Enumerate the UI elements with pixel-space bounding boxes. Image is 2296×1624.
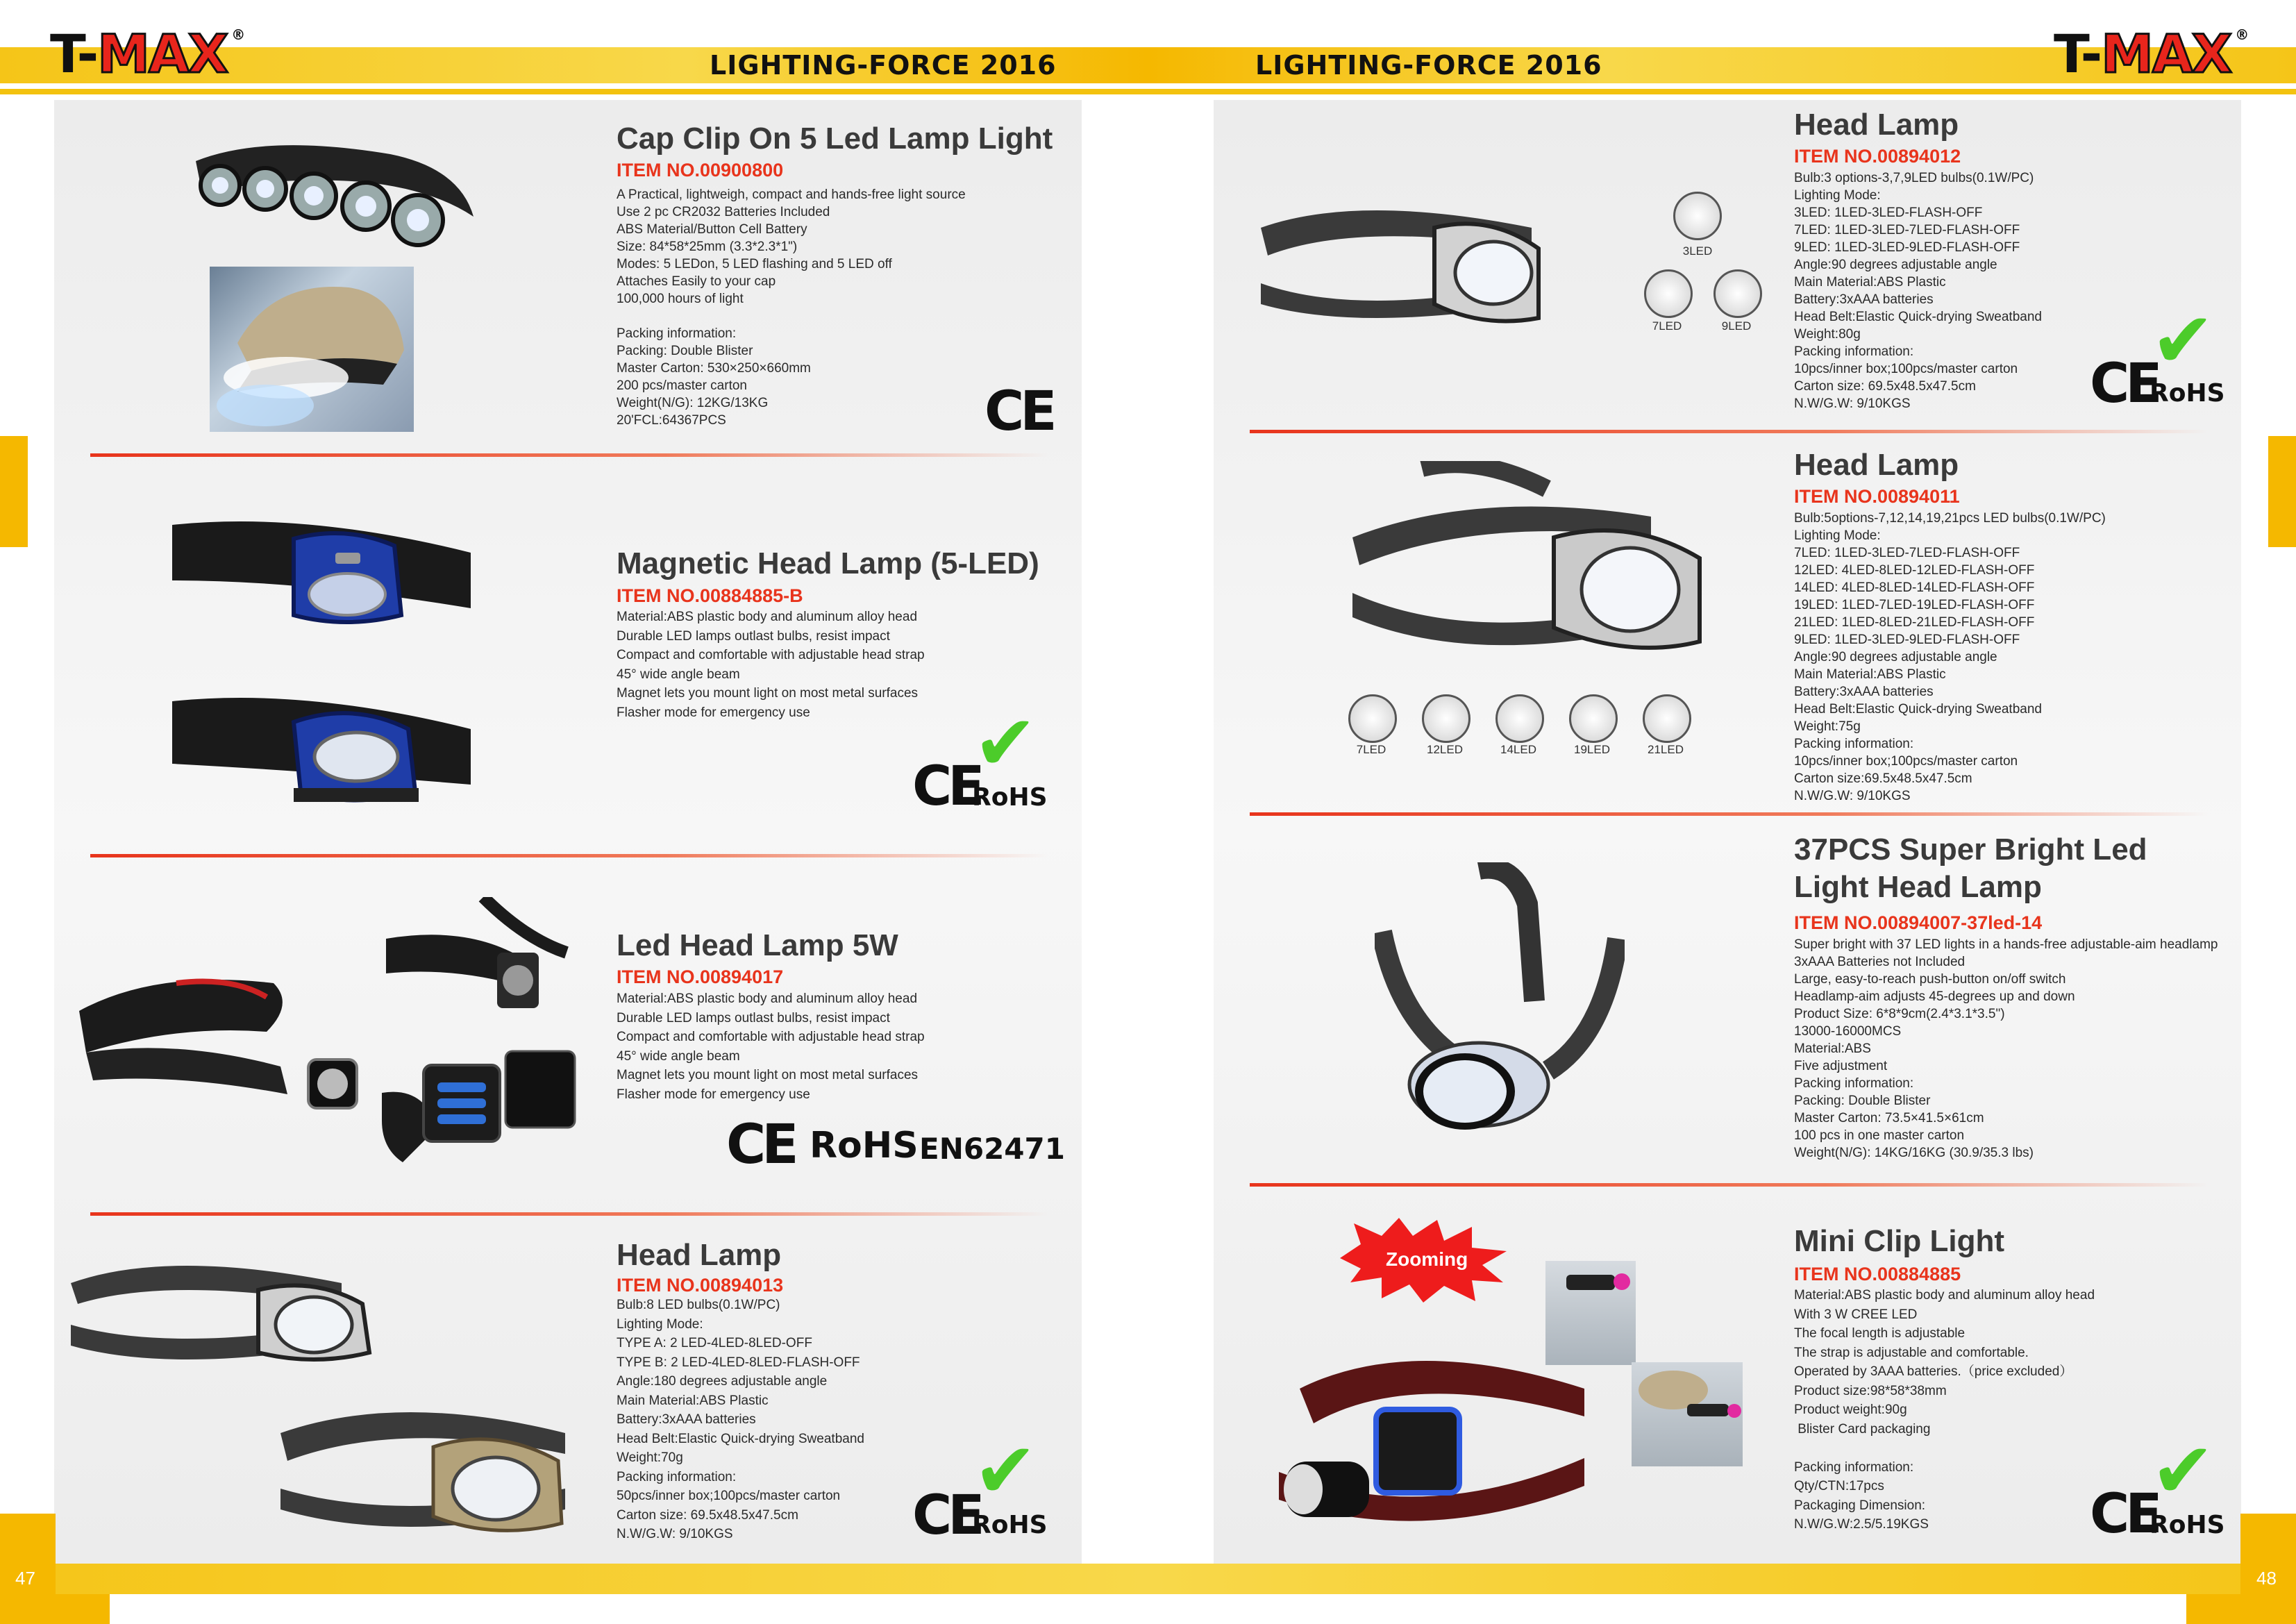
ce-mark: CE [2090,1483,2159,1546]
brand-text: MAX [97,23,228,85]
brand-logo-left: T-MAX ® [50,23,244,85]
rohs-mark: RoHS [810,1125,919,1166]
magnetic-lamp-image-1 [165,511,478,636]
led-option-label: 12LED [1427,743,1463,756]
led-option-icon [1348,694,1397,743]
check-icon: ✔ [2151,298,2215,383]
item-number: ITEM NO.00884885-B [617,585,803,606]
led-option-label: 7LED [1652,319,1682,333]
page-number-left: 47 [15,1568,35,1589]
rohs-mark: RoHS [2150,379,2225,408]
header-band [0,47,2296,83]
product-title: Head Lamp [617,1238,782,1272]
zooming-badge-label: Zooming [1386,1248,1468,1270]
head-lamp-silver-image [64,1248,376,1373]
mini-clip-model-image-1 [1545,1261,1636,1365]
item-number: ITEM NO.00894013 [617,1275,784,1296]
header-title-left: LIGHTING-FORCE 2016 [710,50,1057,81]
mini-clip-lamp-image [1272,1333,1591,1534]
separator [1250,430,2208,433]
product-title: Head Lamp [1794,448,1959,482]
led-option-icon [1644,269,1693,318]
ce-mark: CE [912,755,981,818]
product-description: Bulb:8 LED bulbs(0.1W/PC) Lighting Mode: TYPE A: 2 LED-4LED-8LED-OFF TYPE B: 2 LED-4LED-8LED-FLASH-OFF Angle:180 degrees adjustable angle Main Material:ABS Plastic Battery:3xAAA batteries Head Belt:Elastic Quick-drying Sweatband Weight:70g Packing information: 50pcs/inner box;100pcs/master carton Carton size: 69.5x48.5x47.5cm N.W/G.W: 9/10KGS [617,1298,864,1541]
magnetic-lamp-image-2 [165,687,478,812]
rohs-mark: RoHS [972,1511,1048,1539]
product-title: Cap Clip On 5 Led Lamp Light [617,122,1053,156]
separator [1250,812,2208,816]
ce-mark: CE [726,1114,795,1176]
rohs-mark: RoHS [2150,1511,2225,1539]
brand-text: MAX [2101,23,2231,85]
product-title: Led Head Lamp 5W [617,928,898,962]
registered-mark: ® [231,26,244,43]
check-icon: ✔ [973,1428,1038,1514]
footer-corner-right-tab [2186,1594,2240,1624]
led-option-icon [1673,192,1722,240]
led-option-icon [1643,694,1691,743]
separator [90,854,1048,857]
head-lamp-00894012-image [1254,179,1545,332]
product-title: Magnetic Head Lamp (5-LED) [617,546,1039,580]
item-number: ITEM NO.00894017 [617,966,784,987]
registered-mark: ® [2235,26,2248,43]
header-underline [0,89,2296,94]
product-title: 37PCS Super Bright Led [1794,832,2147,867]
led-5w-side-image [386,897,573,1022]
footer-band [0,1564,2296,1594]
product-description: Material:ABS plastic body and aluminum alloy head Durable LED lamps outlast bulbs, resist impact Compact and comfortable with adjustable head strap 45° wide angle beam Magnet lets you mount light on most metal surfaces Flasher mode for emergency use [617,991,925,1102]
page-number-right: 48 [2256,1568,2277,1589]
item-number: ITEM NO.00894012 [1794,146,1961,167]
rohs-mark: RoHS [972,783,1048,812]
check-icon: ✔ [2151,1428,2215,1514]
led-option-icon [1569,694,1618,743]
led-option-icon [1713,269,1762,318]
led-option-label: 21LED [1648,743,1684,756]
led-option-label: 9LED [1721,319,1752,333]
head-lamp-camo-image [274,1391,572,1544]
header-title-right: LIGHTING-FORCE 2016 [1255,50,1602,81]
led-option-icon [1422,694,1470,743]
product-description: Super bright with 37 LED lights in a hands-free adjustable-aim headlamp 3xAAA Batteries not Included Large, easy-to-reach push-button on/off switch Headlamp-aim adjusts 45-degrees up and down Product Size: 6*8*9cm(2.4*3.1*3.5") 13000-16000MCS Material:ABS Five adjustment Packing information: Packing: Double Blister Master Carton: 73.5×41.5×61cm 100 pcs in one master carton Weight(N/G): 14KG/16KG (30.9/35.3 lbs) [1794,937,2218,1160]
item-number: ITEM NO.00884885 [1794,1264,1961,1284]
product-description: Bulb:5options-7,12,14,19,21pcs LED bulbs(0.1W/PC) Lighting Mode: 7LED: 1LED-3LED-7LED-FLASH-OFF 12LED: 4LED-8LED-12LED-FLASH-OFF 14LED: 4LED-8LED-14LED-FLASH-OFF 19LED: 1LED-7LED-19LED-FLASH-OFF 21LED: 1LED-8LED-21LED-FLASH-OFF 9LED: 1LED-3LED-9LED-FLASH-OFF Angle:90 degrees adjustable angle Main Material:ABS Plastic Battery:3xAAA batteries Head Belt:Elastic Quick-drying Sweatband Weight:75g Packing information: 10pcs/inner box;100pcs/master carton Carton size:69.5x48.5x47.5cm N.W/G.W: 9/10KGS [1794,511,2106,803]
super-bright-37led-image [1375,862,1625,1140]
led-5w-battery-image [382,1044,580,1169]
item-number: ITEM NO.00894007-37led-14 [1794,912,2043,933]
product-title: Mini Clip Light [1794,1224,2005,1258]
cap-photo [210,267,414,432]
head-lamp-00894011-image [1339,461,1713,669]
led-option-icon [1495,694,1544,743]
item-number: ITEM NO.00900800 [617,160,784,181]
product-title: Head Lamp [1794,108,1959,142]
product-description: Material:ABS plastic body and aluminum alloy head Durable LED lamps outlast bulbs, resist impact Compact and comfortable with adjustable head strap 45° wide angle beam Magnet lets you mount light on most metal surfaces Flasher mode for emergency use [617,610,925,720]
footer-corner-left-tab [56,1594,110,1624]
mini-clip-model-image-2 [1632,1362,1743,1466]
side-tab-left [0,436,28,547]
side-tab-right [2268,436,2296,547]
product-description: Bulb:3 options-3,7,9LED bulbs(0.1W/PC) Lighting Mode: 3LED: 1LED-3LED-FLASH-OFF 7LED: 1LED-3LED-7LED-FLASH-OFF 9LED: 1LED-3LED-9LED-FLASH-OFF Angle:90 degrees adjustable angle Main Material:ABS Plastic Battery:3xAAA batteries Head Belt:Elastic Quick-drying Sweatband Weight:80g Packing information: 10pcs/inner box;100pcs/master carton Carton size: 69.5x48.5x47.5cm N.W/G.W: 9/10KGS [1794,171,2042,411]
separator [90,453,1048,457]
item-number: ITEM NO.00894011 [1794,486,1960,507]
check-icon: ✔ [973,701,1038,786]
led-option-label: 14LED [1500,743,1536,756]
product-description: Material:ABS plastic body and aluminum alloy head With 3 W CREE LED The focal length is adjustable The strap is adjustable and comfortable. Operated by 3AAA batteries.（price excluded） Product size:98*58*38mm Product weight:90g Blister Card packaging Packing information: Qty/CTN:17pcs Packaging Dimension: N.W/G.W:2.5/5.19KGS [1794,1288,2095,1532]
led-option-label: 19LED [1574,743,1610,756]
ce-mark: CE [984,380,1053,443]
ce-mark: CE [2090,353,2159,415]
brand-logo-right: T-MAX ® [2054,23,2248,85]
product-description: A Practical, lightweigh, compact and hands-free light source Use 2 pc CR2032 Batteries Included ABS Material/Button Cell Battery Size: 84*58*25mm (3.3*2.3*1") Modes: 5 LEDon, 5 LED flashing and 5 LED off Attaches Easily to your cap 100,000 hours of light Packing information: Packing: Double Blister Master Carton: 530×250×660mm 200 pcs/master carton Weight(N/G): 12KG/13KG 20'FCL:64367PCS [617,187,966,428]
product-title-line2: Light Head Lamp [1794,870,2042,904]
led-option-label: 3LED [1682,244,1713,258]
separator [1250,1183,2208,1187]
cap-clip-lamp-image [182,133,480,265]
en62471-mark: EN62471 [919,1132,1065,1166]
led-5w-lamp-image [72,955,371,1122]
led-option-label: 7LED [1356,743,1386,756]
ce-mark: CE [912,1484,981,1547]
separator [90,1212,1048,1216]
